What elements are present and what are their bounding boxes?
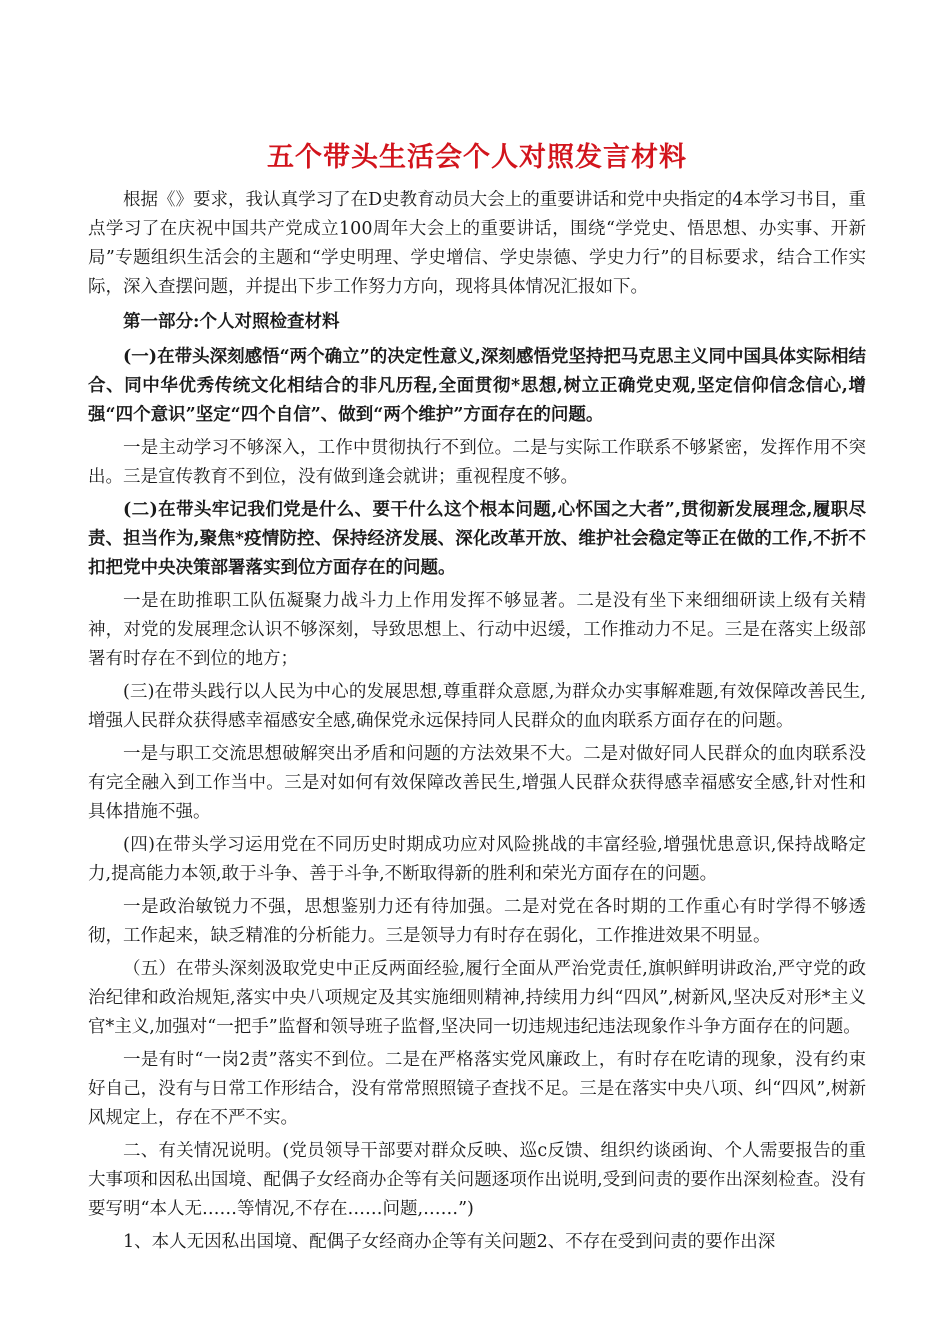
item-heading-1: (一)在带头深刻感悟“两个确立”的决定性意义,深刻感悟党坚持把马克思主义同中国具体实际相结合、同中华优秀传统文化相结合的非凡历程,全面贯彻*思想,树立正确党史观,坚定信仰信念信心,增强“四个意识”坚定“四个自信”、做到“两个维护”方面存在的问题。 [88,347,866,425]
item-heading-4: (四)在带头学习运用党在不同历史时期成功应对风险挑战的丰富经验,增强忧患意识,保持战略定力,提高能力本领,敢于斗争、善于斗争,不断取得新的胜利和荣光方面存在的问题。 [88,835,866,884]
item-body-3: 一是与职工交流思想破解突出矛盾和问题的方法效果不大。二是对做好同人民群众的血肉联系没有完全融入到工作当中。三是对如何有效保障改善民生,增强人民群众获得感幸福感安全感,针对性和具体措施不强。 [88,744,866,822]
item-body-4: 一是政治敏锐力不强，思想鉴别力还有待加强。二是对党在各时期的工作重心有时学得不够透彻，工作起来，缺乏精准的分析能力。三是领导力有时存在弱化，工作推进效果不明显。 [88,897,866,946]
document-title: 五个带头生活会个人对照发言材料 [267,142,687,173]
section-heading-part-one: 第一部分:个人对照检查材料 [123,312,340,332]
item-body-1: 一是主动学习不够深入，工作中贯彻执行不到位。二是与实际工作联系不够紧密，发挥作用不突出。三是宣传教育不到位，没有做到逢会就讲；重视程度不够。 [88,438,866,487]
item-body-5: 一是有时“一岗2责”落实不到位。二是在严格落实党风廉政上，有时存在吃请的现象，没有约束好自己，没有与日常工作形结合，没有常常照照镜子查找不足。三是在落实中央八项、纠“四风”,树新风规定上，存在不严不实。 [88,1050,866,1128]
item-heading-3: (三)在带头践行以人民为中心的发展思想,尊重群众意愿,为群众办实事解难题,有效保障改善民生,增强人民群众获得感幸福感安全感,确保党永远保持同人民群众的血肉联系方面存在的问题。 [88,682,866,731]
section-two-list-paragraph: 1、本人无因私出国境、配偶子女经商办企等有关问题2、不存在受到问责的要作出深 [123,1232,776,1252]
item-heading-2: (二)在带头牢记我们党是什么、要干什么这个根本问题,心怀国之大者”,贯彻新发展理念,履职尽责、担当作为,聚焦*疫情防控、保持经济发展、深化改革开放、维护社会稳定等正在做的工作,不折不扣把党中央决策部署落实到位方面存在的问题。 [88,500,866,578]
intro-paragraph: 根据《》要求，我认真学习了在D史教育动员大会上的重要讲话和党中央指定的4本学习书目，重点学习了在庆祝中国共产党成立100周年大会上的重要讲话，围绕“学党史、悟思想、办实事、开新局”专题组织生活会的主题和“学史明理、学史增信、学史崇德、学史力行”的目标要求，结合工作实际，深入查摆问题，并提出下步工作努力方向，现将具体情况汇报如下。 [88,190,866,297]
item-heading-5: （五）在带头深刻汲取党史中正反两面经验,履行全面从严治党责任,旗帜鲜明讲政治,严守党的政治纪律和政治规矩,落实中央八项规定及其实施细则精神,持续用力纠“四风”,树新风,坚决反对形*主义官*主义,加强对“一把手”监督和领导班子监督,坚决同一切违规违纪违法现象作斗争方面存在的问题。 [88,959,866,1037]
document-page [88,138,866,1261]
item-body-2: 一是在助推职工队伍凝聚力战斗力上作用发挥不够显著。二是没有坐下来细细研读上级有关精神，对党的发展理念认识不够深刻，导致思想上、行动中迟缓，工作推动力不足。三是在落实上级部署有时存在不到位的地方； [88,591,866,669]
section-two-paragraph: 二、有关情况说明。(党员领导干部要对群众反映、巡c反馈、组织约谈函询、个人需要报告的重大事项和因私出国境、配偶子女经商办企等有关问题逐项作出说明,受到问责的要作出深刻检查。没有要写明“本人无……等情况,不存在……问题,……”) [88,1141,866,1219]
